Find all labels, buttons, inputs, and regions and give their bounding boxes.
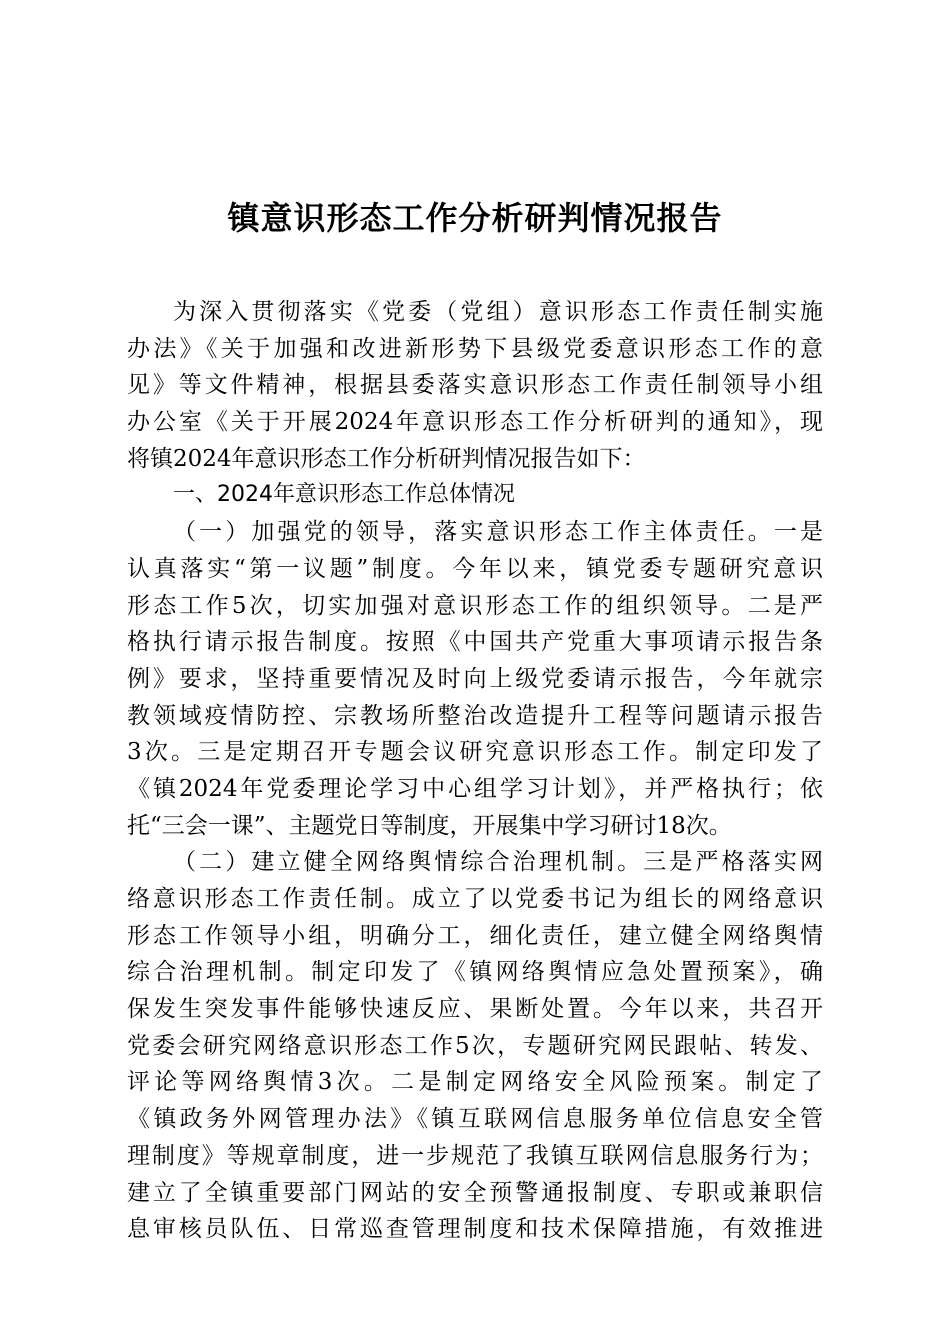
paragraph-line: 格执行请示报告制度。按照《中国共产党重大事项请示报告条 [127,629,823,656]
paragraph-line: （一）加强党的领导，落实意识形态工作主体责任。一是 [173,519,823,546]
paragraph-line: 为深入贯彻落实《党委（党组）意识形态工作责任制实施 [173,299,823,325]
paragraph-line: 综合治理机制。制定印发了《镇网络舆情应急处置预案》，确 [127,959,823,986]
document-body [127,294,823,1248]
paragraph-line: 办法》《关于加强和改进新形势下县级党委意识形态工作的意 [127,335,823,362]
paragraph-line: （二）建立健全网络舆情综合治理机制。三是严格落实网 [173,849,823,876]
paragraph-line: 形态工作5次，切实加强对意识形态工作的组织领导。二是严 [127,592,823,619]
paragraph-line: 息审核员队伍、日常巡查管理制度和技术保障措施，有效推进 [127,1216,823,1243]
paragraph-line: 党委会研究网络意识形态工作5次，专题研究网民跟帖、转发、 [127,1032,823,1059]
paragraph-line: 络意识形态工作责任制。成立了以党委书记为组长的网络意识 [127,886,823,912]
paragraph-line: 理制度》等规章制度，进一步规范了我镇互联网信息服务行为； [127,1142,823,1169]
document-title: 镇意识形态工作分析研判情况报告 [227,199,723,237]
paragraph-line: 托“三会一课”、主题党日等制度，开展集中学习研讨18次。 [127,812,732,839]
paragraph-line: 例》要求，坚持重要情况及时向上级党委请示报告，今年就宗 [127,665,823,692]
section-heading: 一、2024年意识形态工作总体情况 [173,482,515,508]
paragraph-line: 《镇政务外网管理办法》《镇互联网信息服务单位信息安全管 [127,1106,823,1133]
paragraph-line: 教领域疫情防控、宗教场所整治改造提升工程等问题请示报告 [127,702,823,729]
paragraph-line: 办公室《关于开展2024年意识形态工作分析研判的通知》，现 [127,409,823,436]
paragraph-line: 评论等网络舆情3次。二是制定网络安全风险预案。制定了 [127,1069,823,1096]
paragraph-line: 3次。三是定期召开专题会议研究意识形态工作。制定印发了 [127,739,823,766]
paragraph-line: 《镇2024年党委理论学习中心组学习计划》，并严格执行；依 [127,775,823,802]
paragraph-line: 保发生突发事件能够快速反应、果断处置。今年以来，共召开 [127,996,823,1023]
paragraph-line: 认真落实“第一议题”制度。今年以来，镇党委专题研究意识 [127,555,823,582]
paragraph-line: 建立了全镇重要部门网站的安全预警通报制度、专职或兼职信 [127,1179,823,1206]
paragraph-line: 见》等文件精神，根据县委落实意识形态工作责任制领导小组 [127,372,823,399]
paragraph-line: 形态工作领导小组，明确分工，细化责任，建立健全网络舆情 [127,922,823,949]
paragraph-line: 将镇2024年意识形态工作分析研判情况报告如下： [127,445,646,472]
